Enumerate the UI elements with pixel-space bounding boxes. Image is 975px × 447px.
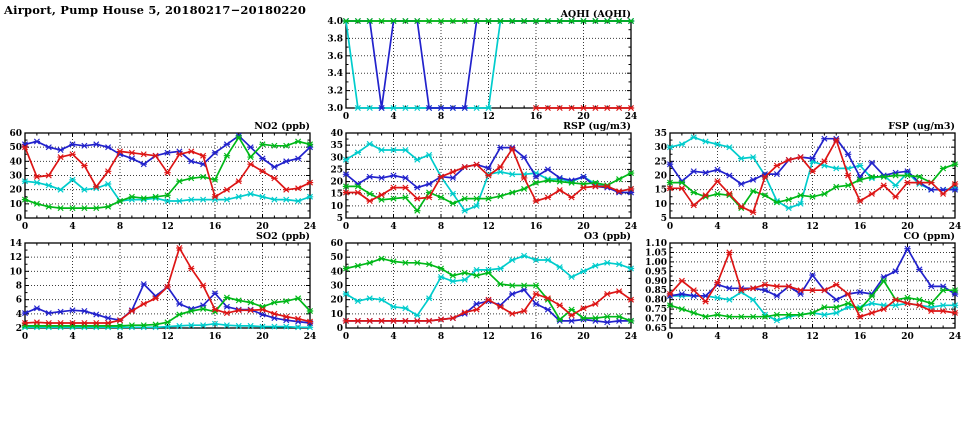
svg-text:8: 8 xyxy=(761,222,769,232)
svg-text:24: 24 xyxy=(624,222,638,232)
svg-text:0: 0 xyxy=(666,222,674,232)
svg-text:15: 15 xyxy=(330,189,343,200)
so2-chart xyxy=(0,230,319,349)
svg-text:30: 30 xyxy=(330,153,343,164)
svg-text:35: 35 xyxy=(330,141,343,152)
svg-text:FSP (ug/m3): FSP (ug/m3) xyxy=(888,121,955,132)
svg-text:16: 16 xyxy=(208,332,222,342)
svg-text:4.0: 4.0 xyxy=(327,17,343,27)
svg-text:3.2: 3.2 xyxy=(327,86,343,97)
svg-text:4: 4 xyxy=(390,332,397,342)
svg-text:12: 12 xyxy=(161,332,174,342)
svg-text:24: 24 xyxy=(624,332,638,342)
svg-text:1.05: 1.05 xyxy=(645,248,667,259)
svg-text:24: 24 xyxy=(624,112,638,122)
svg-text:8: 8 xyxy=(761,332,769,342)
o3-chart xyxy=(321,230,640,349)
svg-text:12: 12 xyxy=(9,253,22,264)
svg-text:16: 16 xyxy=(529,222,543,232)
svg-text:10: 10 xyxy=(9,199,22,210)
svg-text:0.95: 0.95 xyxy=(645,267,667,278)
svg-text:60: 60 xyxy=(330,239,343,249)
svg-text:2: 2 xyxy=(15,324,22,334)
svg-text:16: 16 xyxy=(853,332,867,342)
svg-text:16: 16 xyxy=(853,222,867,232)
svg-text:40: 40 xyxy=(9,157,22,168)
svg-text:3.6: 3.6 xyxy=(327,51,343,62)
svg-text:40: 40 xyxy=(330,129,343,139)
svg-text:0.70: 0.70 xyxy=(645,314,667,325)
svg-text:20: 20 xyxy=(256,332,269,342)
svg-text:24: 24 xyxy=(948,332,962,342)
svg-text:24: 24 xyxy=(948,222,962,232)
svg-text:20: 20 xyxy=(330,295,343,306)
svg-text:10: 10 xyxy=(330,309,343,320)
svg-text:0.90: 0.90 xyxy=(645,276,667,287)
svg-text:12: 12 xyxy=(806,222,819,232)
svg-text:4: 4 xyxy=(390,222,397,232)
svg-text:16: 16 xyxy=(529,112,543,122)
svg-text:CO (ppm): CO (ppm) xyxy=(903,231,955,242)
svg-text:10: 10 xyxy=(9,267,22,278)
svg-text:0.75: 0.75 xyxy=(645,305,667,316)
svg-text:8: 8 xyxy=(437,332,445,342)
svg-text:3.8: 3.8 xyxy=(327,34,343,45)
svg-text:20: 20 xyxy=(577,332,590,342)
svg-text:60: 60 xyxy=(9,129,22,139)
svg-text:O3 (ppb): O3 (ppb) xyxy=(583,231,631,242)
svg-text:AQHI (AQHI): AQHI (AQHI) xyxy=(560,9,631,20)
svg-text:6: 6 xyxy=(15,295,22,306)
svg-text:20: 20 xyxy=(901,222,914,232)
svg-text:4: 4 xyxy=(69,332,76,342)
svg-text:NO2 (ppb): NO2 (ppb) xyxy=(254,121,310,132)
svg-text:20: 20 xyxy=(256,222,269,232)
svg-text:5: 5 xyxy=(336,214,343,224)
svg-text:10: 10 xyxy=(330,201,343,212)
aqhi-chart xyxy=(321,8,640,129)
svg-text:4: 4 xyxy=(69,222,76,232)
svg-text:1.00: 1.00 xyxy=(645,257,667,268)
svg-text:0: 0 xyxy=(342,332,350,342)
svg-text:30: 30 xyxy=(330,281,343,292)
svg-text:0: 0 xyxy=(15,214,22,224)
co-chart xyxy=(645,230,964,349)
svg-text:8: 8 xyxy=(116,222,124,232)
svg-text:0.85: 0.85 xyxy=(645,286,667,297)
svg-text:0: 0 xyxy=(21,222,29,232)
svg-text:RSP (ug/m3): RSP (ug/m3) xyxy=(563,121,631,132)
svg-text:16: 16 xyxy=(529,332,543,342)
svg-text:3.0: 3.0 xyxy=(327,104,343,114)
svg-text:4: 4 xyxy=(714,222,721,232)
svg-text:14: 14 xyxy=(9,239,22,249)
svg-text:20: 20 xyxy=(330,177,343,188)
svg-text:4: 4 xyxy=(15,309,22,320)
svg-text:35: 35 xyxy=(654,129,667,139)
svg-text:30: 30 xyxy=(9,171,22,182)
svg-text:8: 8 xyxy=(437,112,445,122)
svg-text:10: 10 xyxy=(654,199,667,210)
svg-text:15: 15 xyxy=(654,185,667,196)
svg-text:24: 24 xyxy=(303,332,317,342)
svg-text:24: 24 xyxy=(303,222,317,232)
page-title: Airport, Pump House 5, 20180217−20180220 xyxy=(4,3,307,17)
svg-text:8: 8 xyxy=(15,281,22,292)
no2-chart xyxy=(0,120,319,239)
svg-text:0.80: 0.80 xyxy=(645,295,667,306)
svg-text:1.10: 1.10 xyxy=(645,239,667,249)
svg-text:0: 0 xyxy=(21,332,29,342)
svg-text:20: 20 xyxy=(654,171,667,182)
svg-text:20: 20 xyxy=(577,112,590,122)
svg-text:30: 30 xyxy=(654,143,667,154)
svg-text:50: 50 xyxy=(330,253,343,264)
svg-text:50: 50 xyxy=(9,143,22,154)
svg-text:16: 16 xyxy=(208,222,222,232)
svg-text:12: 12 xyxy=(161,222,174,232)
svg-text:4: 4 xyxy=(714,332,721,342)
svg-text:40: 40 xyxy=(330,267,343,278)
svg-text:25: 25 xyxy=(330,165,343,176)
svg-text:0: 0 xyxy=(342,112,350,122)
svg-text:0: 0 xyxy=(342,222,350,232)
svg-text:4: 4 xyxy=(390,112,397,122)
svg-text:20: 20 xyxy=(9,185,22,196)
svg-text:SO2 (ppb): SO2 (ppb) xyxy=(256,231,310,242)
svg-text:12: 12 xyxy=(806,332,819,342)
svg-text:12: 12 xyxy=(482,222,495,232)
svg-text:20: 20 xyxy=(901,332,914,342)
svg-text:20: 20 xyxy=(577,222,590,232)
svg-text:8: 8 xyxy=(116,332,124,342)
svg-text:25: 25 xyxy=(654,157,667,168)
svg-text:0: 0 xyxy=(336,324,343,334)
svg-text:0: 0 xyxy=(666,332,674,342)
svg-text:5: 5 xyxy=(660,214,667,224)
svg-text:8: 8 xyxy=(437,222,445,232)
fsp-chart xyxy=(645,120,964,239)
svg-text:3.4: 3.4 xyxy=(327,69,343,80)
svg-text:12: 12 xyxy=(482,332,495,342)
svg-text:0.65: 0.65 xyxy=(645,324,667,334)
svg-text:12: 12 xyxy=(482,112,495,122)
rsp-chart xyxy=(321,120,640,239)
